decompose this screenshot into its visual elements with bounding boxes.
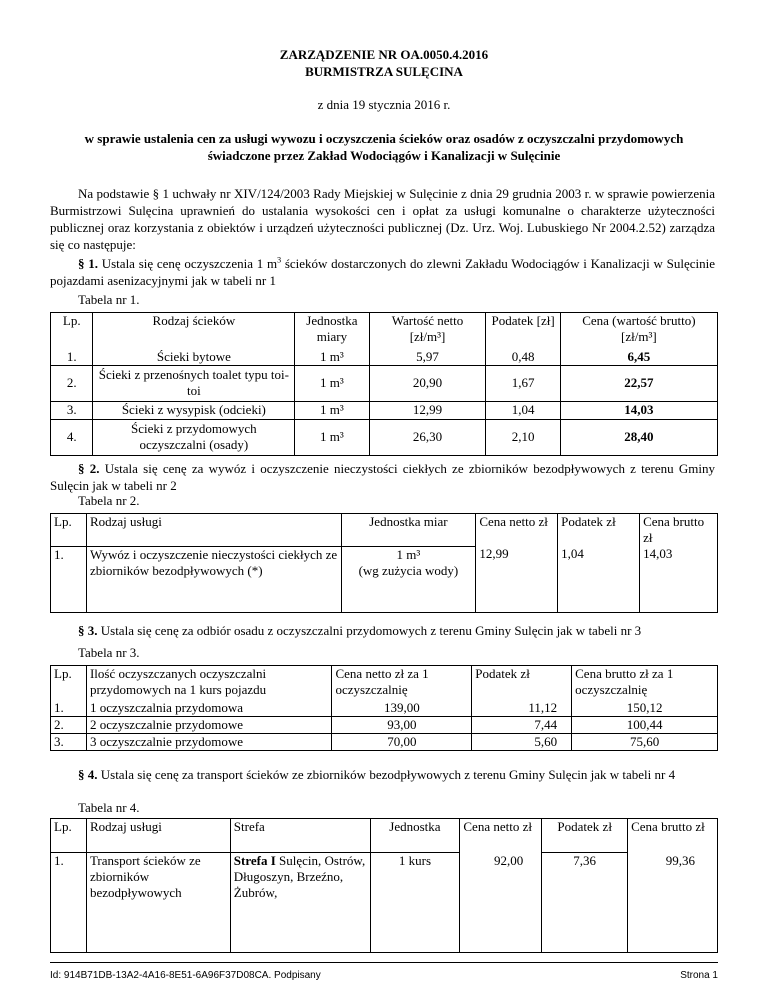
section-4	[50, 766, 715, 783]
section-2-text: Ustala się cenę za wywóz i oczyszczenie nieczystości ciekłych ze zbiorników bezodpływowych z terenu Gminy Sulęcin jak w tabeli nr 2	[50, 461, 715, 493]
cell-podatek: 1,04	[558, 546, 640, 612]
cell-podatek: 0,48	[486, 349, 560, 366]
section-3-label: § 3.	[78, 623, 98, 638]
cell-brutto: 100,44	[572, 716, 718, 733]
cell-wartosc: 20,90	[369, 365, 486, 401]
footer-page-number: Strona 1	[680, 970, 718, 981]
table-2-caption: Tabela nr 2.	[78, 493, 140, 508]
table-3-header-lp: Lp.	[51, 666, 87, 700]
cell-cena: 6,45	[560, 349, 717, 366]
cell-netto: 12,99	[476, 546, 558, 612]
table-row	[51, 733, 718, 750]
table-3-header-brutto: Cena brutto zł za 1 oczyszczalnię	[572, 666, 718, 700]
cell-cena: 28,40	[560, 419, 717, 455]
cell-jednostka: 1 m³	[295, 349, 369, 366]
cell-wartosc: 12,99	[369, 401, 486, 419]
cell-jednostka-note: (wg zużycia wody)	[358, 562, 459, 578]
cell-wartosc: 26,30	[369, 419, 486, 455]
table-3-header-ilosc: Ilość oczyszczanych oczyszczalni przydomowych na 1 kurs pojazdu	[86, 666, 332, 700]
table-3-caption: Tabela nr 3.	[78, 645, 140, 660]
section-1-text: Ustala się cenę oczyszczenia 1 m	[98, 256, 278, 271]
table-1	[50, 312, 718, 456]
cell-cena: 14,03	[560, 401, 717, 419]
cell-jednostka: 1 m³	[295, 365, 369, 401]
table-4-header-brutto: Cena brutto zł	[628, 819, 718, 853]
cell-netto: 139,00	[332, 700, 472, 717]
cell-lp: 3.	[51, 401, 93, 419]
cell-strefa-towns: Sulęcin, Ostrów, Długoszyn, Brzeźno, Żubrów,	[233, 853, 366, 900]
table-1-header-jednostka: Jednostka miary	[295, 313, 369, 349]
cell-netto: 92,00	[460, 853, 542, 953]
cell-lp: 1.	[51, 853, 87, 953]
cell-strefa	[230, 853, 370, 953]
cell-brutto: 75,60	[572, 733, 718, 750]
cell-podatek: 2,10	[486, 419, 560, 455]
cell-jednostka: 1 kurs	[370, 853, 460, 953]
table-row	[51, 700, 718, 717]
table-3-header-netto: Cena netto zł za 1 oczyszczalnię	[332, 666, 472, 700]
cell-wartosc: 5,97	[369, 349, 486, 366]
document-subject-line2: świadczone przez Zakład Wodociągów i Kanalizacji w Sulęcinie	[207, 148, 561, 163]
cell-brutto: 99,36	[628, 853, 718, 953]
cell-brutto: 150,12	[572, 700, 718, 717]
cell-netto: 93,00	[332, 716, 472, 733]
cell-podatek: 7,44	[472, 716, 572, 733]
table-4-header-lp: Lp.	[51, 819, 87, 853]
cell-rodzaj: Ścieki z wysypisk (odcieki)	[93, 401, 295, 419]
table-row	[51, 546, 718, 612]
cell-ilosc: 3 oczyszczalnie przydomowe	[86, 733, 332, 750]
footer-divider	[50, 962, 718, 963]
cell-netto: 70,00	[332, 733, 472, 750]
table-row	[51, 716, 718, 733]
cell-podatek: 5,60	[472, 733, 572, 750]
table-2-header-podatek: Podatek zł	[558, 514, 640, 547]
table-row	[51, 419, 718, 455]
cell-podatek: 7,36	[542, 853, 628, 953]
table-1-header-rodzaj: Rodzaj ścieków	[93, 313, 295, 349]
table-row	[51, 401, 718, 419]
cell-rodzaj: Ścieki z przydomowych oczyszczalni (osady)	[93, 419, 295, 455]
section-4-label: § 4.	[78, 767, 98, 782]
cell-lp: 2.	[51, 365, 93, 401]
section-4-text: Ustala się cenę za transport ścieków ze zbiorników bezodpływowych z terenu Gminy Sulęcin jak w tabeli nr 4	[97, 767, 676, 782]
footer-document-id: Id: 914B71DB-13A2-4A16-8E51-6A96F37D08CA. Podpisany	[50, 970, 321, 981]
document-issuer: BURMISTRZA SULĘCINA	[305, 64, 463, 79]
cell-jednostka: 1 m³	[295, 419, 369, 455]
table-row	[51, 853, 718, 953]
cell-lp: 2.	[51, 716, 87, 733]
table-1-header-podatek: Podatek [zł]	[486, 313, 560, 349]
table-4-caption: Tabela nr 4.	[78, 800, 140, 815]
section-2	[50, 460, 715, 494]
table-4-header-netto: Cena netto zł	[460, 819, 542, 853]
cell-lp: 1.	[51, 700, 87, 717]
cell-rodzaj: Transport ścieków ze zbiorników bezodpływowych	[86, 853, 230, 953]
cell-brutto: 14,03	[640, 546, 718, 612]
table-1-caption: Tabela nr 1.	[78, 292, 140, 307]
cell-lp: 1.	[51, 546, 87, 612]
table-2	[50, 513, 718, 613]
table-1-header-wartosc: Wartość netto [zł/m³]	[369, 313, 486, 349]
cell-rodzaj: Wywóz i oczyszczenie nieczystości ciekłych ze zbiorników bezodpływowych (*)	[86, 546, 341, 612]
cell-rodzaj: Ścieki z przenośnych toalet typu toi-toi	[93, 365, 295, 401]
table-2-header-netto: Cena netto zł	[476, 514, 558, 547]
table-4-header-strefa: Strefa	[230, 819, 370, 853]
preamble: Na podstawie § 1 uchwały nr XIV/124/2003 Rady Miejskiej w Sulęcinie z dnia 29 grudnia 2003 r. w sprawie powierzenia Burmistrzowi Sulęcina uprawnień do ustalania wysokości cen i opłat za usługi komunalne o charakterze użyteczności publicznej oraz korzystania z obiektów i urządzeń użyteczności publicznej (Dz. Urz. Woj. Lubuskiego Nr 2004.2.52) zarządza się co następuje:	[50, 186, 715, 252]
cell-lp: 4.	[51, 419, 93, 455]
table-1-header-cena: Cena (wartość brutto) [zł/m³]	[560, 313, 717, 349]
cell-ilosc: 1 oczyszczalnia przydomowa	[86, 700, 332, 717]
cell-podatek: 1,04	[486, 401, 560, 419]
cell-jednostka: 1 m³	[295, 401, 369, 419]
cell-jednostka-unit: 1 m³	[396, 546, 421, 562]
section-3-text: Ustala się cenę za odbiór osadu z oczyszczalni przydomowych z terenu Gminy Sulęcin jak w tabeli nr 3	[97, 623, 642, 638]
cell-lp: 3.	[51, 733, 87, 750]
table-4-header-podatek: Podatek zł	[542, 819, 628, 853]
table-row	[51, 349, 718, 366]
cell-strefa-label: Strefa I	[233, 853, 276, 868]
cell-jednostka	[341, 546, 476, 612]
section-1-sup: 3	[277, 255, 282, 265]
table-4	[50, 818, 718, 953]
table-2-header-rodzaj: Rodzaj usługi	[86, 514, 341, 547]
table-2-header-jednostka: Jednostka miar	[341, 514, 476, 547]
table-4-header-jednostka: Jednostka	[370, 819, 460, 853]
table-4-header-rodzaj: Rodzaj usługi	[86, 819, 230, 853]
section-1-label: § 1.	[78, 256, 98, 271]
cell-ilosc: 2 oczyszczalnie przydomowe	[86, 716, 332, 733]
table-3	[50, 665, 718, 751]
section-1	[50, 255, 715, 289]
section-2-label: § 2.	[78, 461, 100, 476]
table-1-header-lp: Lp.	[51, 313, 93, 349]
section-1-text-after: ścieków dostarczonych do zlewni Zakładu Wodociągów i Kanalizacji w Sulęcinie pojazdami asenizacyjnymi jak w tabeli nr 1	[50, 256, 715, 288]
cell-rodzaj: Ścieki bytowe	[93, 349, 295, 366]
table-3-header-podatek: Podatek zł	[472, 666, 572, 700]
document-subject-line1: w sprawie ustalenia cen za usługi wywozu i oczyszczenia ścieków oraz osadów z oczyszczalni przydomowych	[84, 131, 684, 146]
table-2-header-lp: Lp.	[51, 514, 87, 547]
document-title: ZARZĄDZENIE NR OA.0050.4.2016	[279, 47, 489, 62]
table-row	[51, 365, 718, 401]
cell-podatek: 1,67	[486, 365, 560, 401]
document-date: z dnia 19 stycznia 2016 r.	[317, 97, 451, 112]
cell-lp: 1.	[51, 349, 93, 366]
cell-cena: 22,57	[560, 365, 717, 401]
cell-podatek: 11,12	[472, 700, 572, 717]
section-3	[50, 622, 715, 639]
table-2-header-brutto: Cena brutto zł	[640, 514, 718, 547]
